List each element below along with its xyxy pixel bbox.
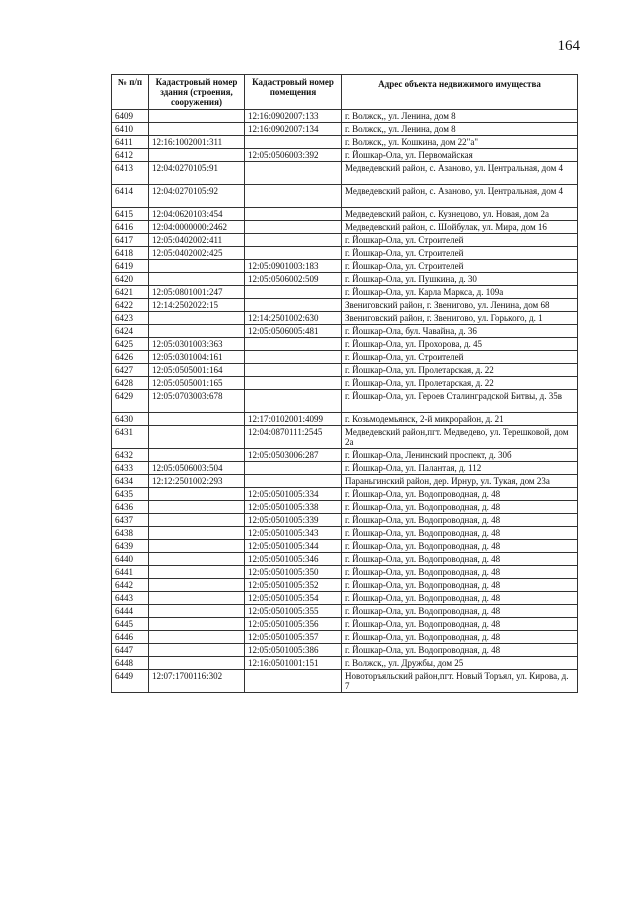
cell-building-cadastral xyxy=(149,631,245,644)
cell-address: Медведевский район, с. Азаново, ул. Центральная, дом 4 xyxy=(342,162,578,185)
cell-building-cadastral xyxy=(149,553,245,566)
cell-num: 6443 xyxy=(112,592,149,605)
table-row xyxy=(112,475,578,488)
cell-building-cadastral: 12:07:1700116:302 xyxy=(149,670,245,693)
cell-premises-cadastral xyxy=(245,351,342,364)
cell-address: Звениговский район, г. Звенигово, ул. Ленина, дом 68 xyxy=(342,299,578,312)
cell-building-cadastral xyxy=(149,605,245,618)
cell-address: г. Волжск,, ул. Кошкина, дом 22"а" xyxy=(342,136,578,149)
cell-num: 6410 xyxy=(112,123,149,136)
page-number: 164 xyxy=(557,38,580,54)
table-row xyxy=(112,185,578,208)
cell-building-cadastral: 12:05:0801001:247 xyxy=(149,286,245,299)
cell-num: 6414 xyxy=(112,185,149,208)
cell-building-cadastral xyxy=(149,488,245,501)
table-row xyxy=(112,286,578,299)
cell-building-cadastral xyxy=(149,501,245,514)
cell-premises-cadastral xyxy=(245,136,342,149)
cell-building-cadastral: 12:04:0270105:92 xyxy=(149,185,245,208)
cell-num: 6411 xyxy=(112,136,149,149)
table-row xyxy=(112,247,578,260)
cell-num: 6409 xyxy=(112,110,149,123)
cell-premises-cadastral xyxy=(245,221,342,234)
cell-premises-cadastral: 12:05:0501005:334 xyxy=(245,488,342,501)
cell-num: 6413 xyxy=(112,162,149,185)
cell-premises-cadastral xyxy=(245,208,342,221)
table-row xyxy=(112,162,578,185)
cell-premises-cadastral: 12:05:0501005:350 xyxy=(245,566,342,579)
cell-num: 6432 xyxy=(112,449,149,462)
cell-num: 6430 xyxy=(112,413,149,426)
cell-num: 6428 xyxy=(112,377,149,390)
cell-building-cadastral xyxy=(149,426,245,449)
cell-premises-cadastral: 12:04:0870111:2545 xyxy=(245,426,342,449)
cell-address: г. Йошкар-Ола, ул. Пушкина, д. 30 xyxy=(342,273,578,286)
cell-building-cadastral xyxy=(149,273,245,286)
cell-premises-cadastral: 12:14:2501002:630 xyxy=(245,312,342,325)
cell-building-cadastral: 12:05:0703003:678 xyxy=(149,390,245,413)
cell-num: 6423 xyxy=(112,312,149,325)
cell-building-cadastral xyxy=(149,566,245,579)
table-row xyxy=(112,670,578,693)
header-premises-cadastral: Кадастровый номер помещения xyxy=(245,75,342,110)
table-row xyxy=(112,377,578,390)
cell-building-cadastral xyxy=(149,540,245,553)
cell-address: г. Йошкар-Ола, ул. Строителей xyxy=(342,351,578,364)
table-row xyxy=(112,514,578,527)
cell-premises-cadastral: 12:05:0506003:392 xyxy=(245,149,342,162)
cell-building-cadastral: 12:04:0620103:454 xyxy=(149,208,245,221)
cell-address: г. Йошкар-Ола, ул. Водопроводная, д. 48 xyxy=(342,553,578,566)
table-row xyxy=(112,605,578,618)
table-header-row xyxy=(112,75,578,110)
table-row xyxy=(112,299,578,312)
header-building-cadastral: Кадастровый номер здания (строения, сооружения) xyxy=(149,75,245,110)
cell-address: г. Йошкар-Ола, ул. Пролетарская, д. 22 xyxy=(342,364,578,377)
table-row xyxy=(112,566,578,579)
cell-building-cadastral: 12:05:0301004:161 xyxy=(149,351,245,364)
cell-address: г. Волжск,, ул. Дружбы, дом 25 xyxy=(342,657,578,670)
table-row xyxy=(112,208,578,221)
table-row xyxy=(112,426,578,449)
cell-address: г. Йошкар-Ола, ул. Водопроводная, д. 48 xyxy=(342,488,578,501)
table-row xyxy=(112,338,578,351)
table-row xyxy=(112,110,578,123)
cell-address: г. Йошкар-Ола, Ленинский проспект, д. 30б xyxy=(342,449,578,462)
cell-num: 6449 xyxy=(112,670,149,693)
cell-building-cadastral xyxy=(149,325,245,338)
table-row xyxy=(112,273,578,286)
cell-num: 6421 xyxy=(112,286,149,299)
table-row xyxy=(112,501,578,514)
cell-premises-cadastral: 12:05:0501005:352 xyxy=(245,579,342,592)
cell-num: 6435 xyxy=(112,488,149,501)
cell-premises-cadastral xyxy=(245,377,342,390)
cell-num: 6417 xyxy=(112,234,149,247)
table-row xyxy=(112,149,578,162)
cell-premises-cadastral: 12:05:0501005:355 xyxy=(245,605,342,618)
table-row xyxy=(112,631,578,644)
cell-num: 6424 xyxy=(112,325,149,338)
cell-building-cadastral xyxy=(149,312,245,325)
cell-premises-cadastral xyxy=(245,299,342,312)
cell-num: 6420 xyxy=(112,273,149,286)
cell-building-cadastral xyxy=(149,579,245,592)
table-row xyxy=(112,462,578,475)
cell-address: г. Йошкар-Ола, ул. Водопроводная, д. 48 xyxy=(342,501,578,514)
cell-num: 6416 xyxy=(112,221,149,234)
cell-address: г. Козьмодемьянск, 2-й микрорайон, д. 21 xyxy=(342,413,578,426)
cell-address: г. Йошкар-Ола, ул. Водопроводная, д. 48 xyxy=(342,579,578,592)
cell-num: 6422 xyxy=(112,299,149,312)
cell-building-cadastral: 12:14:2502022:15 xyxy=(149,299,245,312)
cell-building-cadastral: 12:05:0301003:363 xyxy=(149,338,245,351)
cell-building-cadastral xyxy=(149,123,245,136)
cell-num: 6429 xyxy=(112,390,149,413)
cell-premises-cadastral: 12:05:0501005:343 xyxy=(245,527,342,540)
cell-address: г. Йошкар-Ола, ул. Водопроводная, д. 48 xyxy=(342,605,578,618)
cell-premises-cadastral xyxy=(245,390,342,413)
cell-num: 6418 xyxy=(112,247,149,260)
cell-building-cadastral xyxy=(149,527,245,540)
cell-num: 6440 xyxy=(112,553,149,566)
table-row xyxy=(112,644,578,657)
cell-building-cadastral: 12:05:0505001:165 xyxy=(149,377,245,390)
cell-num: 6444 xyxy=(112,605,149,618)
table-row xyxy=(112,527,578,540)
cell-address: Новоторъяльский район,пгт. Новый Торъял, ул. Кирова, д. 7 xyxy=(342,670,578,693)
cell-premises-cadastral xyxy=(245,475,342,488)
cell-building-cadastral: 12:05:0506003:504 xyxy=(149,462,245,475)
table-row xyxy=(112,540,578,553)
cell-num: 6427 xyxy=(112,364,149,377)
cell-address: г. Йошкар-Ола, ул. Героев Сталинградской Битвы, д. 35в xyxy=(342,390,578,413)
cell-num: 6437 xyxy=(112,514,149,527)
table-row xyxy=(112,449,578,462)
cell-building-cadastral xyxy=(149,413,245,426)
cell-address: г. Йошкар-Ола, ул. Водопроводная, д. 48 xyxy=(342,644,578,657)
cell-address: г. Йошкар-Ола, бул. Чавайна, д. 36 xyxy=(342,325,578,338)
cell-building-cadastral xyxy=(149,149,245,162)
cell-building-cadastral xyxy=(149,644,245,657)
cell-premises-cadastral xyxy=(245,364,342,377)
table-row xyxy=(112,579,578,592)
cell-premises-cadastral xyxy=(245,338,342,351)
table-row xyxy=(112,312,578,325)
cell-premises-cadastral xyxy=(245,670,342,693)
cell-num: 6441 xyxy=(112,566,149,579)
cell-address: Медведевский район, с. Шойбулак, ул. Мира, дом 16 xyxy=(342,221,578,234)
cell-num: 6431 xyxy=(112,426,149,449)
cell-address: Медведевский район, с. Кузнецово, ул. Новая, дом 2а xyxy=(342,208,578,221)
cell-address: Звениговский район, г. Звенигово, ул. Горького, д. 1 xyxy=(342,312,578,325)
cell-num: 6445 xyxy=(112,618,149,631)
table-row xyxy=(112,553,578,566)
cell-building-cadastral: 12:12:2501002:293 xyxy=(149,475,245,488)
cell-building-cadastral: 12:04:0000000:2462 xyxy=(149,221,245,234)
cell-address: г. Йошкар-Ола, ул. Прохорова, д. 45 xyxy=(342,338,578,351)
cell-address: г. Йошкар-Ола, ул. Строителей xyxy=(342,260,578,273)
cell-premises-cadastral: 12:16:0902007:133 xyxy=(245,110,342,123)
cell-building-cadastral: 12:16:1002001:311 xyxy=(149,136,245,149)
header-address: Адрес объекта недвижимого имущества xyxy=(342,75,578,110)
table-row xyxy=(112,234,578,247)
cell-num: 6434 xyxy=(112,475,149,488)
table-row xyxy=(112,592,578,605)
cell-premises-cadastral: 12:05:0901003:183 xyxy=(245,260,342,273)
cell-num: 6448 xyxy=(112,657,149,670)
table-row xyxy=(112,618,578,631)
cell-premises-cadastral: 12:05:0501005:344 xyxy=(245,540,342,553)
cell-num: 6425 xyxy=(112,338,149,351)
table-row xyxy=(112,413,578,426)
cell-address: Медведевский район, с. Азаново, ул. Центральная, дом 4 xyxy=(342,185,578,208)
cell-premises-cadastral xyxy=(245,462,342,475)
cell-premises-cadastral: 12:05:0506002:509 xyxy=(245,273,342,286)
cell-building-cadastral: 12:04:0270105:91 xyxy=(149,162,245,185)
cell-premises-cadastral xyxy=(245,185,342,208)
table-row xyxy=(112,136,578,149)
cell-premises-cadastral: 12:05:0501005:346 xyxy=(245,553,342,566)
cell-address: Медведевский район,пгт. Медведево, ул. Терешковой, дом 2а xyxy=(342,426,578,449)
cell-address: г. Йошкар-Ола, ул. Водопроводная, д. 48 xyxy=(342,566,578,579)
cell-building-cadastral xyxy=(149,592,245,605)
cell-address: г. Волжск,, ул. Ленина, дом 8 xyxy=(342,123,578,136)
cell-building-cadastral xyxy=(149,260,245,273)
cell-building-cadastral: 12:05:0402002:411 xyxy=(149,234,245,247)
table-row xyxy=(112,488,578,501)
registry-table xyxy=(111,74,578,693)
table-row xyxy=(112,390,578,413)
cell-premises-cadastral: 12:05:0501005:356 xyxy=(245,618,342,631)
header-num: № п/п xyxy=(112,75,149,110)
cell-building-cadastral: 12:05:0402002:425 xyxy=(149,247,245,260)
cell-premises-cadastral: 12:05:0503006:287 xyxy=(245,449,342,462)
cell-address: г. Йошкар-Ола, ул. Палантая, д. 112 xyxy=(342,462,578,475)
cell-num: 6438 xyxy=(112,527,149,540)
cell-premises-cadastral: 12:05:0506005:481 xyxy=(245,325,342,338)
cell-building-cadastral xyxy=(149,449,245,462)
cell-premises-cadastral: 12:05:0501005:357 xyxy=(245,631,342,644)
table-row xyxy=(112,221,578,234)
cell-building-cadastral xyxy=(149,110,245,123)
cell-premises-cadastral xyxy=(245,247,342,260)
cell-address: г. Волжск,, ул. Ленина, дом 8 xyxy=(342,110,578,123)
table-row xyxy=(112,123,578,136)
cell-address: г. Йошкар-Ола, ул. Водопроводная, д. 48 xyxy=(342,514,578,527)
table-row xyxy=(112,325,578,338)
cell-num: 6433 xyxy=(112,462,149,475)
cell-building-cadastral xyxy=(149,618,245,631)
cell-premises-cadastral xyxy=(245,162,342,185)
table-row xyxy=(112,657,578,670)
cell-premises-cadastral: 12:16:0902007:134 xyxy=(245,123,342,136)
cell-address: г. Йошкар-Ола, ул. Первомайская xyxy=(342,149,578,162)
cell-num: 6439 xyxy=(112,540,149,553)
cell-address: г. Йошкар-Ола, ул. Строителей xyxy=(342,247,578,260)
cell-num: 6446 xyxy=(112,631,149,644)
cell-address: г. Йошкар-Ола, ул. Водопроводная, д. 48 xyxy=(342,540,578,553)
cell-premises-cadastral: 12:05:0501005:339 xyxy=(245,514,342,527)
cell-num: 6447 xyxy=(112,644,149,657)
cell-premises-cadastral xyxy=(245,234,342,247)
cell-num: 6436 xyxy=(112,501,149,514)
cell-address: г. Йошкар-Ола, ул. Водопроводная, д. 48 xyxy=(342,527,578,540)
cell-num: 6415 xyxy=(112,208,149,221)
table-row xyxy=(112,260,578,273)
cell-building-cadastral xyxy=(149,514,245,527)
cell-address: Параньгинский район, дер. Ирнур, ул. Тукая, дом 23а xyxy=(342,475,578,488)
cell-premises-cadastral: 12:05:0501005:386 xyxy=(245,644,342,657)
cell-building-cadastral: 12:05:0505001:164 xyxy=(149,364,245,377)
cell-premises-cadastral: 12:05:0501005:354 xyxy=(245,592,342,605)
cell-address: г. Йошкар-Ола, ул. Водопроводная, д. 48 xyxy=(342,618,578,631)
cell-address: г. Йошкар-Ола, ул. Карла Маркса, д. 109а xyxy=(342,286,578,299)
cell-num: 6412 xyxy=(112,149,149,162)
cell-num: 6426 xyxy=(112,351,149,364)
cell-address: г. Йошкар-Ола, ул. Водопроводная, д. 48 xyxy=(342,592,578,605)
cell-premises-cadastral: 12:05:0501005:338 xyxy=(245,501,342,514)
cell-num: 6419 xyxy=(112,260,149,273)
cell-building-cadastral xyxy=(149,657,245,670)
cell-premises-cadastral: 12:16:0501001:151 xyxy=(245,657,342,670)
cell-premises-cadastral: 12:17:0102001:4099 xyxy=(245,413,342,426)
cell-premises-cadastral xyxy=(245,286,342,299)
cell-num: 6442 xyxy=(112,579,149,592)
table-row xyxy=(112,364,578,377)
table-body xyxy=(112,110,578,693)
cell-address: г. Йошкар-Ола, ул. Пролетарская, д. 22 xyxy=(342,377,578,390)
cell-address: г. Йошкар-Ола, ул. Строителей xyxy=(342,234,578,247)
table-row xyxy=(112,351,578,364)
cell-address: г. Йошкар-Ола, ул. Водопроводная, д. 48 xyxy=(342,631,578,644)
